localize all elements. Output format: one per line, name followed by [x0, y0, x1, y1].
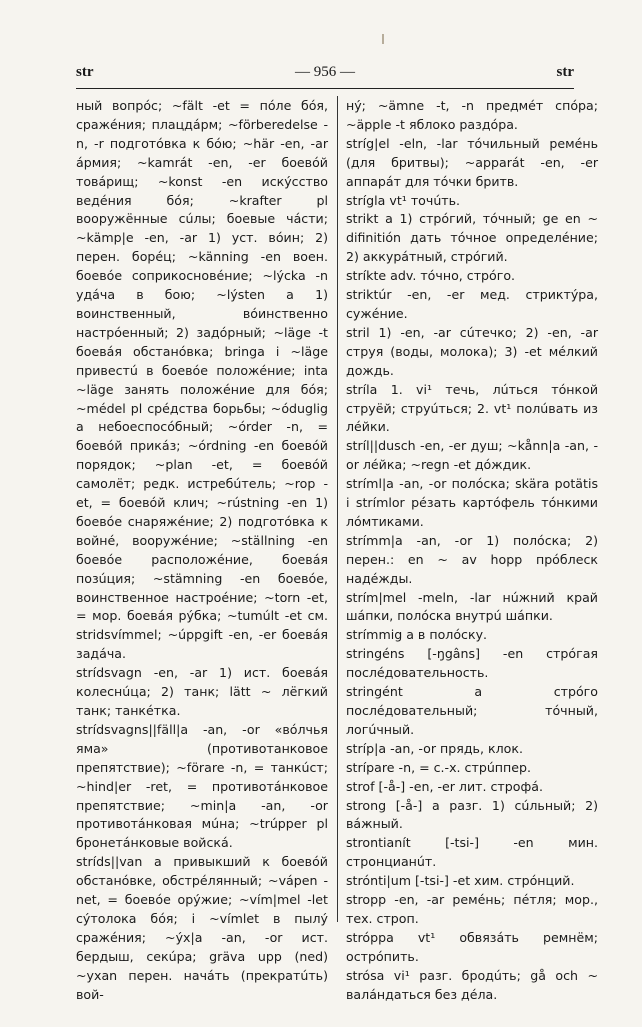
dictionary-entry: strónti|um [-tsi-] -et хим. стрóнций. — [346, 873, 575, 889]
dictionary-entry: stríla 1. vi¹ течь, лúться тóнкой струёй; струúться; 2. vt¹ полúвать из лéйки. — [346, 381, 598, 435]
dictionary-entry: stríp|a -an, -or прядь, клок. — [346, 740, 523, 756]
dictionary-entry: stril 1) -en, -ar сúтечко; 2) -en, -ar струя (воды, молока); 3) -et мéлкий дождь. — [346, 324, 598, 378]
column-divider — [337, 96, 338, 922]
dictionary-entry: strídsvagn -en, -ar 1) ист. боевáя колеснúца; 2) танк; lätt ~ лёгкий танк; танкéтка. — [76, 665, 328, 718]
header-left-word: str — [76, 64, 94, 80]
dictionary-entry: strímm|a -an, -or 1) полóска; 2) перен.: en ~ av hopp прóблеск надéжды. — [346, 532, 598, 586]
header-rule — [76, 88, 574, 89]
dictionary-entry: strong [-å-] a разг. 1) сúльный; 2) вáжный. — [346, 797, 598, 832]
dictionary-entry: strídsvagns||fäll|a -an, -or «вóлчья яма» (противотанковое препятствие); ~förare -n, = танкúст; ~hind|er -ret, = противотáнковое препятствие; ~min|a -an, -or противотáнковая мúна; ~trúpper pl бронетáнковые войскá. — [76, 721, 328, 851]
dictionary-entry: stríg|el -eln, -lar тóчильный ремéнь (для бритвы); ~apparát -en, -er аппарáт для тóчки бритв. — [346, 135, 598, 189]
dictionary-entry: strípare -n, = с.-х. стрúппер. — [346, 759, 532, 775]
dictionary-entry: striktúr -en, -er мед. стриктýра, сужéние. — [346, 287, 598, 321]
header-right-word: str — [556, 64, 574, 80]
dictionary-entry: stringéns [-ŋgâns] -en стрóгая послéдовательность. — [346, 646, 598, 681]
dictionary-entry: нý; ~ämne -t, -n предмéт спóра; ~äpple -t яблоко раздóра. — [346, 98, 598, 132]
dictionary-entry: stróppa vt¹ обвязáть ремнём; острóпить. — [346, 929, 598, 964]
dictionary-entry: strof [-å-] -en, -er лит. строфá. — [346, 778, 543, 794]
right-column — [346, 97, 598, 1005]
left-column — [76, 97, 328, 1005]
running-header — [76, 64, 574, 86]
dictionary-entry: stríl||dusch -en, -er душ; ~kånn|a -an, -or лéйка; ~regn -et дóждик. — [346, 438, 598, 473]
dictionary-entry: stringént a стрóго послéдовательный; тóчный, логúчный. — [346, 684, 598, 737]
dictionary-entry: stríkte adv. тóчно, стрóго. — [346, 268, 516, 284]
dictionary-entry: strósa vi¹ разг. бродúть; gå och ~ валáндаться без дéла. — [346, 967, 598, 1002]
dictionary-entry: stríml|a -an, -or полóска; skära potätis i strímlor рéзать картóфель тóнкими лóмтиками. — [346, 476, 598, 529]
dictionary-entry: strím|mel -meln, -lar нúжний край шáпки, полóска внутрú шáпки. — [346, 589, 598, 624]
dictionary-entry: strontianít [-tsi-] -en мин. стронцианúт. — [346, 835, 598, 870]
dictionary-entry: ный вопрóс; ~fält -et = пóле бóя, сражéния; плацдáрм; ~förberedelse -n, -r подготóвка к бóю; ~här -en, -ar áрмия; ~kamrát -en, -er боевóй товáрищ; ~konst -en искýсство ведéния бóя; ~krafter pl вооружённые сúлы; боевые чáсти; ~kämp|e -en, -ar 1) уст. вóин; 2) перен. борéц; ~känning -en воен. боевóе соприкосновéние; ~lýcka -n удáча в бою; ~lýsten a 1) воинственный, вóинственно настрóенный; 2) задóрный; ~läge -t боевáя обстанóвка; bringa i ~läge привестú в боевóе положéние; inta ~läge занять положéние для бóя; ~médel pl срéдства борьбы; ~óduglig a небоеспосóбный; ~órder -n, = боевóй прикáз; ~órdning -en боевóй порядок; ~plan -et, = боевóй самолёт; редк. истребúтель; ~rop -et, = боевóй клич; ~rústning -en 1) боевóе снаряжéние; 2) подготóвка к войнé, вооружéние; ~ställning -en боевóе расположéние, боевáя позúция; ~stämning -en боевóе, воинственное настроéние; ~torn -et, = мор. боевáя рýбка; ~tumúlt -et см. stridsvímmel; ~úppgift -en, -er боевáя задáча. — [76, 98, 328, 662]
dictionary-entry: stropp -en, -ar ремéнь; пéтля; мор., тех. строп. — [346, 892, 598, 926]
dictionary-entry: stríds||van a привыкший к боевóй обстанóвке, обстрéлянный; ~vápen -net, = боевóе орýжие; ~vím|mel -let сýтолока бóя; i ~vímlet в пылý сражéния; ~ýx|a -an, -or ист. бердыш, секúра; gräva upp (ned) ~yxan перен. начáть (прекратúть) вой- — [76, 854, 328, 1002]
dictionary-entry: strígla vt¹ точúть. — [346, 192, 461, 208]
dictionary-entry: strímmig a в полóску. — [346, 627, 488, 643]
page-number: — 956 — — [295, 64, 355, 80]
dictionary-entry: strikt a 1) стрóгий, тóчный; ge en ~ difinitiόn дать тóчное определéние; 2) аккурáтный, стрóгий. — [346, 211, 598, 265]
page-mark — [382, 34, 384, 44]
